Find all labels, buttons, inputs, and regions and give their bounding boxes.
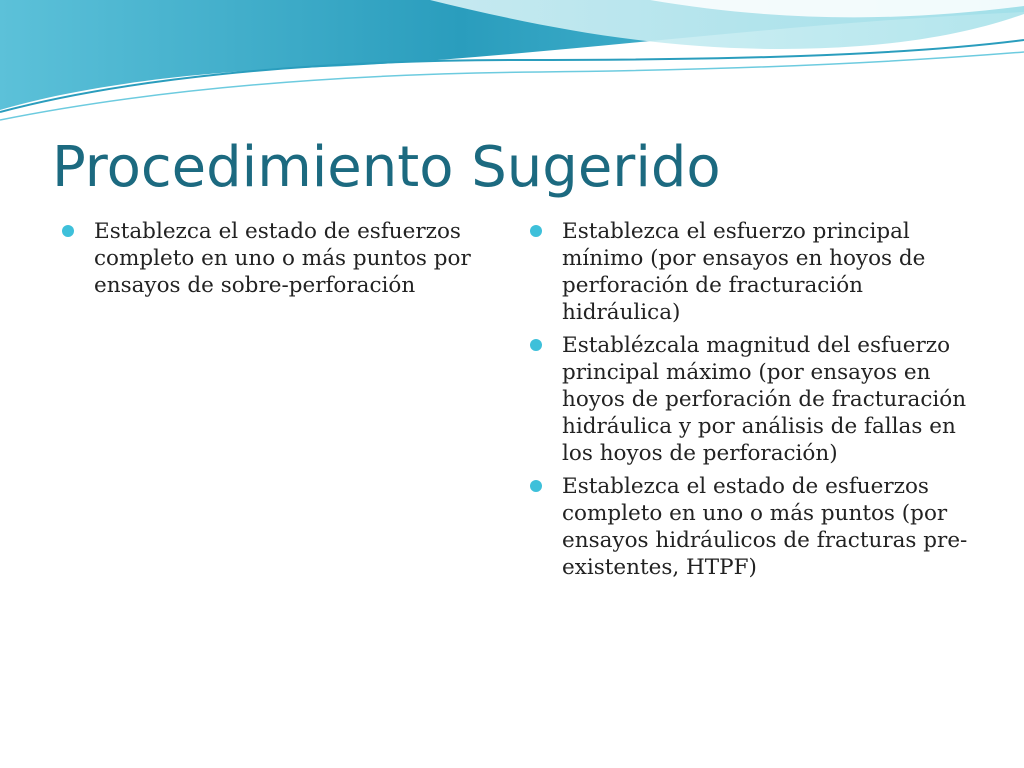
bullet-text: Establézcala magnitud del esfuerzo principal máximo (por ensayos en hoyos de perforación de fracturación hidráulica y por análisis de fallas en los hoyos de perforación) bbox=[562, 333, 967, 466]
bullet-item bbox=[530, 218, 970, 326]
left-bullet-list bbox=[62, 218, 502, 305]
bullet-dot-icon bbox=[530, 339, 542, 351]
bullet-item bbox=[530, 473, 970, 581]
bullet-dot-icon bbox=[62, 225, 74, 237]
bullet-dot-icon bbox=[530, 480, 542, 492]
bullet-text: Establezca el esfuerzo principal mínimo (por ensayos en hoyos de perforación de fracturación hidráulica) bbox=[562, 219, 926, 325]
bullet-text: Establezca el estado de esfuerzos completo en uno o más puntos por ensayos de sobre-perforación bbox=[94, 219, 471, 298]
header-wave-decoration bbox=[0, 0, 1024, 130]
right-bullet-list bbox=[530, 218, 970, 587]
slide-title: Procedimiento Sugerido bbox=[52, 135, 721, 200]
bullet-item bbox=[62, 218, 502, 299]
bullet-dot-icon bbox=[530, 225, 542, 237]
bullet-item bbox=[530, 332, 970, 467]
bullet-text: Establezca el estado de esfuerzos completo en uno o más puntos (por ensayos hidráulicos de fracturas pre-existentes, HTPF) bbox=[562, 474, 968, 580]
